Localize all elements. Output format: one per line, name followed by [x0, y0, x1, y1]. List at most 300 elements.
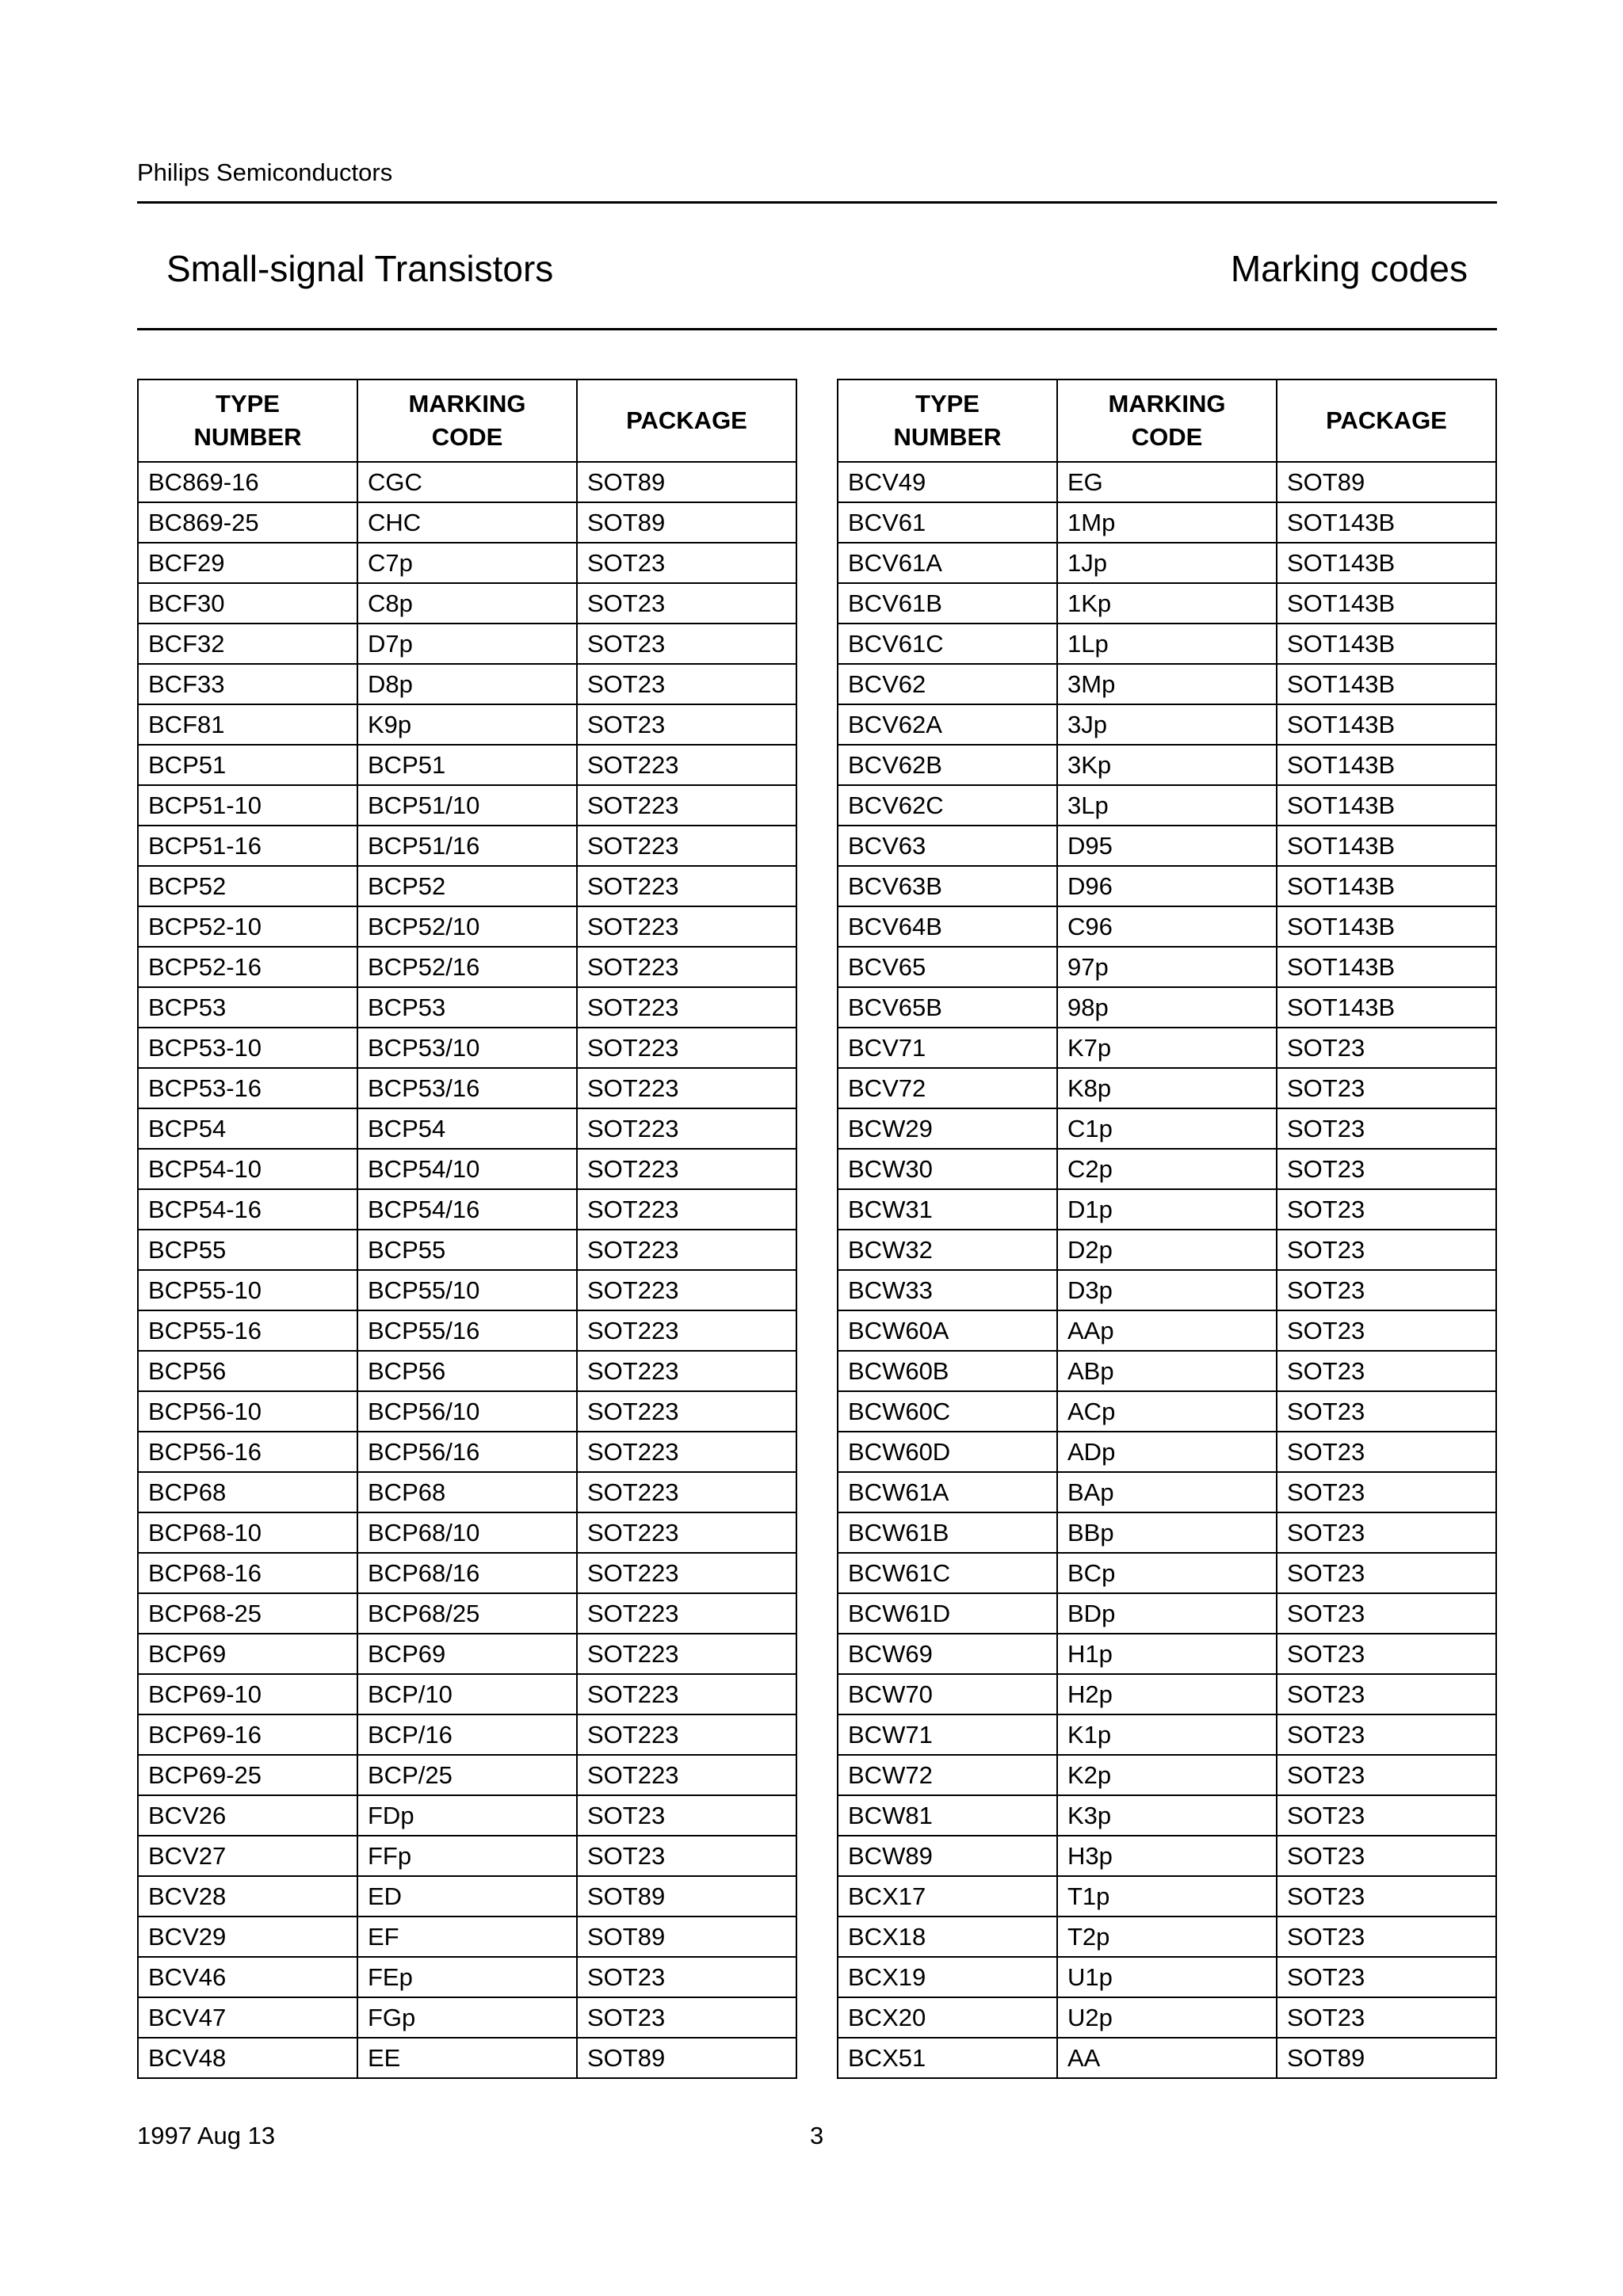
cell-package: SOT23 [1277, 1149, 1496, 1189]
cell-marking-code: FDp [357, 1795, 577, 1836]
cell-type-number: BCV65B [838, 987, 1057, 1028]
table-row [138, 1189, 796, 1230]
cell-marking-code: C8p [357, 583, 577, 624]
cell-type-number: BCX19 [838, 1957, 1057, 1997]
cell-marking-code: K1p [1057, 1714, 1277, 1755]
cell-package: SOT223 [577, 906, 796, 947]
cell-type-number: BCV62 [838, 664, 1057, 704]
cell-package: SOT223 [577, 1755, 796, 1795]
cell-package: SOT223 [577, 1432, 796, 1472]
table-row [138, 704, 796, 745]
footer-date: 1997 Aug 13 [137, 2122, 276, 2149]
table-row [838, 1108, 1496, 1149]
cell-package: SOT23 [1277, 1512, 1496, 1553]
cell-package: SOT23 [1277, 1028, 1496, 1068]
column-header-type-number: TYPE NUMBER [138, 379, 357, 462]
cell-package: SOT89 [577, 2038, 796, 2078]
cell-marking-code: FFp [357, 1836, 577, 1876]
cell-type-number: BCW70 [838, 1674, 1057, 1714]
table-row [838, 1270, 1496, 1310]
cell-package: SOT143B [1277, 502, 1496, 543]
cell-package: SOT223 [577, 866, 796, 906]
cell-package: SOT23 [1277, 1108, 1496, 1149]
table-row [838, 1189, 1496, 1230]
cell-marking-code: D3p [1057, 1270, 1277, 1310]
cell-package: SOT143B [1277, 987, 1496, 1028]
cell-package: SOT23 [1277, 1593, 1496, 1634]
cell-package: SOT23 [1277, 1997, 1496, 2038]
cell-type-number: BCF81 [138, 704, 357, 745]
table-row [838, 1593, 1496, 1634]
table-row [838, 543, 1496, 583]
table-row [838, 1876, 1496, 1917]
table-row [138, 906, 796, 947]
cell-package: SOT23 [1277, 1917, 1496, 1957]
cell-type-number: BCV71 [838, 1028, 1057, 1068]
cell-marking-code: EG [1057, 462, 1277, 502]
cell-type-number: BCP52-16 [138, 947, 357, 987]
cell-type-number: BCV49 [838, 462, 1057, 502]
table-row [138, 1917, 796, 1957]
cell-marking-code: BCP68/10 [357, 1512, 577, 1553]
cell-type-number: BCX20 [838, 1997, 1057, 2038]
cell-type-number: BCV28 [138, 1876, 357, 1917]
table-row [838, 1674, 1496, 1714]
cell-type-number: BCP56-10 [138, 1391, 357, 1432]
cell-marking-code: BCP/25 [357, 1755, 577, 1795]
cell-marking-code: 3Lp [1057, 785, 1277, 826]
cell-marking-code: BCP/10 [357, 1674, 577, 1714]
table-row [138, 2038, 796, 2078]
cell-package: SOT223 [577, 1351, 796, 1391]
table-row [138, 785, 796, 826]
table-row [138, 1553, 796, 1593]
cell-marking-code: T2p [1057, 1917, 1277, 1957]
cell-type-number: BCP54-16 [138, 1189, 357, 1230]
cell-type-number: BCP55-16 [138, 1310, 357, 1351]
cell-type-number: BCV61C [838, 624, 1057, 664]
cell-package: SOT23 [577, 1997, 796, 2038]
table-row [838, 583, 1496, 624]
cell-marking-code: EE [357, 2038, 577, 2078]
cell-type-number: BCW60B [838, 1351, 1057, 1391]
cell-package: SOT89 [577, 462, 796, 502]
table-row [838, 1351, 1496, 1391]
table-row [838, 2038, 1496, 2078]
cell-marking-code: BCP68/16 [357, 1553, 577, 1593]
table-row [138, 987, 796, 1028]
cell-marking-code: BCP69 [357, 1634, 577, 1674]
cell-package: SOT23 [577, 624, 796, 664]
cell-type-number: BCP53 [138, 987, 357, 1028]
cell-marking-code: AAp [1057, 1310, 1277, 1351]
cell-marking-code: BCP56 [357, 1351, 577, 1391]
cell-marking-code: U2p [1057, 1997, 1277, 2038]
cell-type-number: BCP69-10 [138, 1674, 357, 1714]
table-row [138, 1391, 796, 1432]
cell-type-number: BCP55 [138, 1230, 357, 1270]
company-name: Philips Semiconductors [137, 158, 393, 186]
cell-type-number: BCP52-10 [138, 906, 357, 947]
table-row [838, 704, 1496, 745]
cell-package: SOT23 [1277, 1351, 1496, 1391]
cell-package: SOT223 [577, 1634, 796, 1674]
cell-type-number: BCV64B [838, 906, 1057, 947]
document-title: Small-signal Transistors [166, 248, 554, 289]
column-header-type-number: TYPE NUMBER [838, 379, 1057, 462]
cell-type-number: BCW61C [838, 1553, 1057, 1593]
column-header-marking-code: MARKING CODE [357, 379, 577, 462]
table-row [138, 1997, 796, 2038]
table-row [838, 1432, 1496, 1472]
cell-marking-code: D1p [1057, 1189, 1277, 1230]
cell-marking-code: 1Jp [1057, 543, 1277, 583]
cell-marking-code: K7p [1057, 1028, 1277, 1068]
cell-marking-code: BCP51/10 [357, 785, 577, 826]
cell-marking-code: BBp [1057, 1512, 1277, 1553]
cell-marking-code: 1Kp [1057, 583, 1277, 624]
cell-type-number: BCP53-16 [138, 1068, 357, 1108]
table-row [138, 866, 796, 906]
cell-type-number: BCP69 [138, 1634, 357, 1674]
cell-type-number: BCF33 [138, 664, 357, 704]
cell-package: SOT23 [1277, 1755, 1496, 1795]
cell-type-number: BCV61 [838, 502, 1057, 543]
cell-type-number: BCW31 [838, 1189, 1057, 1230]
cell-type-number: BCP68-10 [138, 1512, 357, 1553]
cell-type-number: BCV63B [838, 866, 1057, 906]
cell-type-number: BCP54 [138, 1108, 357, 1149]
cell-marking-code: 1Lp [1057, 624, 1277, 664]
cell-package: SOT89 [577, 502, 796, 543]
cell-type-number: BCV65 [838, 947, 1057, 987]
cell-package: SOT143B [1277, 664, 1496, 704]
cell-marking-code: ADp [1057, 1432, 1277, 1472]
table-row [838, 624, 1496, 664]
table-row [838, 1512, 1496, 1553]
cell-marking-code: K9p [357, 704, 577, 745]
cell-type-number: BCV63 [838, 826, 1057, 866]
cell-package: SOT223 [577, 1714, 796, 1755]
cell-marking-code: K8p [1057, 1068, 1277, 1108]
table-row [138, 1270, 796, 1310]
cell-package: SOT223 [577, 987, 796, 1028]
cell-type-number: BCW60D [838, 1432, 1057, 1472]
cell-package: SOT89 [577, 1917, 796, 1957]
cell-marking-code: BCP68/25 [357, 1593, 577, 1634]
table-row [138, 745, 796, 785]
table-row [838, 866, 1496, 906]
cell-marking-code: H1p [1057, 1634, 1277, 1674]
table-row [838, 664, 1496, 704]
cell-marking-code: BAp [1057, 1472, 1277, 1512]
cell-marking-code: H3p [1057, 1836, 1277, 1876]
cell-marking-code: BCP52/10 [357, 906, 577, 947]
cell-type-number: BCP51-10 [138, 785, 357, 826]
cell-marking-code: BCp [1057, 1553, 1277, 1593]
header-rule-top [137, 201, 1497, 204]
cell-type-number: BCP51 [138, 745, 357, 785]
cell-type-number: BCP56-16 [138, 1432, 357, 1472]
table-row [838, 1997, 1496, 2038]
cell-marking-code: BCP53 [357, 987, 577, 1028]
cell-marking-code: H2p [1057, 1674, 1277, 1714]
cell-marking-code: BCP56/10 [357, 1391, 577, 1432]
cell-type-number: BCV62A [838, 704, 1057, 745]
cell-marking-code: FEp [357, 1957, 577, 1997]
cell-package: SOT23 [1277, 1391, 1496, 1432]
table-row [838, 1068, 1496, 1108]
cell-marking-code: BCP56/16 [357, 1432, 577, 1472]
cell-type-number: BCW29 [838, 1108, 1057, 1149]
table-row [138, 1351, 796, 1391]
table-row [838, 1795, 1496, 1836]
cell-package: SOT223 [577, 826, 796, 866]
table-row [138, 583, 796, 624]
cell-type-number: BCW60C [838, 1391, 1057, 1432]
cell-marking-code: D95 [1057, 826, 1277, 866]
cell-package: SOT23 [577, 1836, 796, 1876]
cell-package: SOT23 [1277, 1714, 1496, 1755]
cell-type-number: BCP53-10 [138, 1028, 357, 1068]
cell-marking-code: AA [1057, 2038, 1277, 2078]
marking-codes-table-left [137, 379, 797, 2079]
cell-marking-code: BCP53/16 [357, 1068, 577, 1108]
cell-marking-code: C1p [1057, 1108, 1277, 1149]
cell-type-number: BCP68-25 [138, 1593, 357, 1634]
column-header-package: PACKAGE [1277, 379, 1496, 462]
table-row [838, 785, 1496, 826]
cell-package: SOT23 [1277, 1472, 1496, 1512]
table-row [138, 1836, 796, 1876]
cell-package: SOT223 [577, 1270, 796, 1310]
table-row [138, 1593, 796, 1634]
table-row [138, 1230, 796, 1270]
cell-package: SOT143B [1277, 906, 1496, 947]
table-row [838, 502, 1496, 543]
table-row [138, 664, 796, 704]
cell-type-number: BCW71 [838, 1714, 1057, 1755]
cell-package: SOT143B [1277, 745, 1496, 785]
table-row [838, 1149, 1496, 1189]
table-row [138, 1432, 796, 1472]
table-row [838, 1714, 1496, 1755]
cell-marking-code: BCP54/16 [357, 1189, 577, 1230]
cell-marking-code: K3p [1057, 1795, 1277, 1836]
table-row [138, 1634, 796, 1674]
table-row [838, 1755, 1496, 1795]
cell-package: SOT23 [1277, 1795, 1496, 1836]
table-header-row [138, 379, 796, 462]
cell-package: SOT143B [1277, 947, 1496, 987]
cell-package: SOT23 [1277, 1634, 1496, 1674]
cell-marking-code: BCP55/10 [357, 1270, 577, 1310]
cell-package: SOT223 [577, 1674, 796, 1714]
cell-type-number: BCX51 [838, 2038, 1057, 2078]
cell-package: SOT23 [1277, 1674, 1496, 1714]
cell-package: SOT223 [577, 1391, 796, 1432]
cell-type-number: BCX18 [838, 1917, 1057, 1957]
cell-type-number: BC869-25 [138, 502, 357, 543]
cell-marking-code: BCP54/10 [357, 1149, 577, 1189]
cell-marking-code: BCP52 [357, 866, 577, 906]
cell-package: SOT23 [1277, 1189, 1496, 1230]
cell-package: SOT89 [577, 1876, 796, 1917]
cell-type-number: BCV48 [138, 2038, 357, 2078]
cell-package: SOT89 [1277, 2038, 1496, 2078]
cell-type-number: BCF30 [138, 583, 357, 624]
cell-type-number: BCW60A [838, 1310, 1057, 1351]
table-row [138, 543, 796, 583]
table-row [838, 987, 1496, 1028]
cell-package: SOT223 [577, 947, 796, 987]
table-row [138, 1957, 796, 1997]
cell-marking-code: 1Mp [1057, 502, 1277, 543]
cell-package: SOT23 [1277, 1957, 1496, 1997]
cell-type-number: BCW61A [838, 1472, 1057, 1512]
table-row [138, 624, 796, 664]
cell-package: SOT223 [577, 785, 796, 826]
cell-marking-code: ACp [1057, 1391, 1277, 1432]
cell-type-number: BCP52 [138, 866, 357, 906]
cell-type-number: BCV27 [138, 1836, 357, 1876]
cell-package: SOT23 [1277, 1310, 1496, 1351]
cell-package: SOT89 [1277, 462, 1496, 502]
table-row [138, 1512, 796, 1553]
cell-type-number: BCP69-25 [138, 1755, 357, 1795]
table-row [138, 947, 796, 987]
table-row [138, 1755, 796, 1795]
cell-marking-code: C7p [357, 543, 577, 583]
table-row [138, 826, 796, 866]
cell-marking-code: BDp [1057, 1593, 1277, 1634]
cell-type-number: BCV26 [138, 1795, 357, 1836]
cell-package: SOT23 [577, 1795, 796, 1836]
cell-marking-code: 3Jp [1057, 704, 1277, 745]
table-row [138, 1028, 796, 1068]
table-row [138, 1714, 796, 1755]
cell-type-number: BCF29 [138, 543, 357, 583]
cell-package: SOT23 [577, 543, 796, 583]
cell-type-number: BCV62B [838, 745, 1057, 785]
cell-package: SOT223 [577, 1068, 796, 1108]
table-row [838, 1230, 1496, 1270]
cell-type-number: BCX17 [838, 1876, 1057, 1917]
cell-package: SOT143B [1277, 785, 1496, 826]
cell-package: SOT23 [577, 704, 796, 745]
cell-type-number: BCV29 [138, 1917, 357, 1957]
cell-package: SOT23 [1277, 1432, 1496, 1472]
cell-package: SOT143B [1277, 543, 1496, 583]
table-row [838, 1634, 1496, 1674]
cell-package: SOT143B [1277, 624, 1496, 664]
table-row [838, 1917, 1496, 1957]
table-row [838, 745, 1496, 785]
cell-type-number: BCF32 [138, 624, 357, 664]
cell-type-number: BCW61B [838, 1512, 1057, 1553]
cell-marking-code: C96 [1057, 906, 1277, 947]
header-rule-bottom [137, 328, 1497, 330]
cell-type-number: BCP56 [138, 1351, 357, 1391]
cell-package: SOT223 [577, 1512, 796, 1553]
cell-package: SOT23 [577, 664, 796, 704]
table-row [838, 1553, 1496, 1593]
cell-marking-code: BCP51/16 [357, 826, 577, 866]
cell-package: SOT23 [1277, 1270, 1496, 1310]
cell-package: SOT143B [1277, 866, 1496, 906]
cell-marking-code: C2p [1057, 1149, 1277, 1189]
cell-package: SOT143B [1277, 583, 1496, 624]
cell-type-number: BCP68-16 [138, 1553, 357, 1593]
cell-marking-code: ABp [1057, 1351, 1277, 1391]
cell-package: SOT23 [1277, 1068, 1496, 1108]
cell-package: SOT223 [577, 1472, 796, 1512]
cell-type-number: BC869-16 [138, 462, 357, 502]
table-row [138, 1310, 796, 1351]
cell-marking-code: ED [357, 1876, 577, 1917]
cell-marking-code: 3Mp [1057, 664, 1277, 704]
cell-type-number: BCP55-10 [138, 1270, 357, 1310]
cell-type-number: BCW81 [838, 1795, 1057, 1836]
cell-marking-code: CGC [357, 462, 577, 502]
cell-type-number: BCW61D [838, 1593, 1057, 1634]
cell-marking-code: BCP52/16 [357, 947, 577, 987]
cell-marking-code: BCP51 [357, 745, 577, 785]
cell-package: SOT223 [577, 1189, 796, 1230]
cell-package: SOT23 [1277, 1876, 1496, 1917]
cell-package: SOT23 [1277, 1553, 1496, 1593]
table-row [838, 1310, 1496, 1351]
cell-marking-code: K2p [1057, 1755, 1277, 1795]
cell-type-number: BCW30 [838, 1149, 1057, 1189]
table-header-row [838, 379, 1496, 462]
table-row [138, 1472, 796, 1512]
cell-marking-code: EF [357, 1917, 577, 1957]
table-row [138, 1795, 796, 1836]
cell-marking-code: D7p [357, 624, 577, 664]
cell-marking-code: BCP55 [357, 1230, 577, 1270]
cell-package: SOT223 [577, 1149, 796, 1189]
cell-package: SOT223 [577, 1593, 796, 1634]
cell-type-number: BCV62C [838, 785, 1057, 826]
cell-package: SOT23 [1277, 1230, 1496, 1270]
cell-marking-code: 97p [1057, 947, 1277, 987]
cell-marking-code: D2p [1057, 1230, 1277, 1270]
table-row [838, 1028, 1496, 1068]
cell-type-number: BCV46 [138, 1957, 357, 1997]
table-row [138, 502, 796, 543]
column-header-marking-code: MARKING CODE [1057, 379, 1277, 462]
cell-package: SOT23 [577, 583, 796, 624]
cell-type-number: BCV61B [838, 583, 1057, 624]
cell-type-number: BCV72 [838, 1068, 1057, 1108]
page-number: 3 [810, 2122, 824, 2149]
cell-type-number: BCW89 [838, 1836, 1057, 1876]
table-row [138, 1149, 796, 1189]
cell-marking-code: CHC [357, 502, 577, 543]
table-row [138, 1068, 796, 1108]
cell-marking-code: 3Kp [1057, 745, 1277, 785]
cell-package: SOT223 [577, 1310, 796, 1351]
marking-codes-table-right [837, 379, 1497, 2079]
table-row [838, 1836, 1496, 1876]
cell-type-number: BCW32 [838, 1230, 1057, 1270]
cell-package: SOT23 [577, 1957, 796, 1997]
table-row [838, 1472, 1496, 1512]
table-row [138, 1674, 796, 1714]
table-row [138, 462, 796, 502]
cell-marking-code: U1p [1057, 1957, 1277, 1997]
